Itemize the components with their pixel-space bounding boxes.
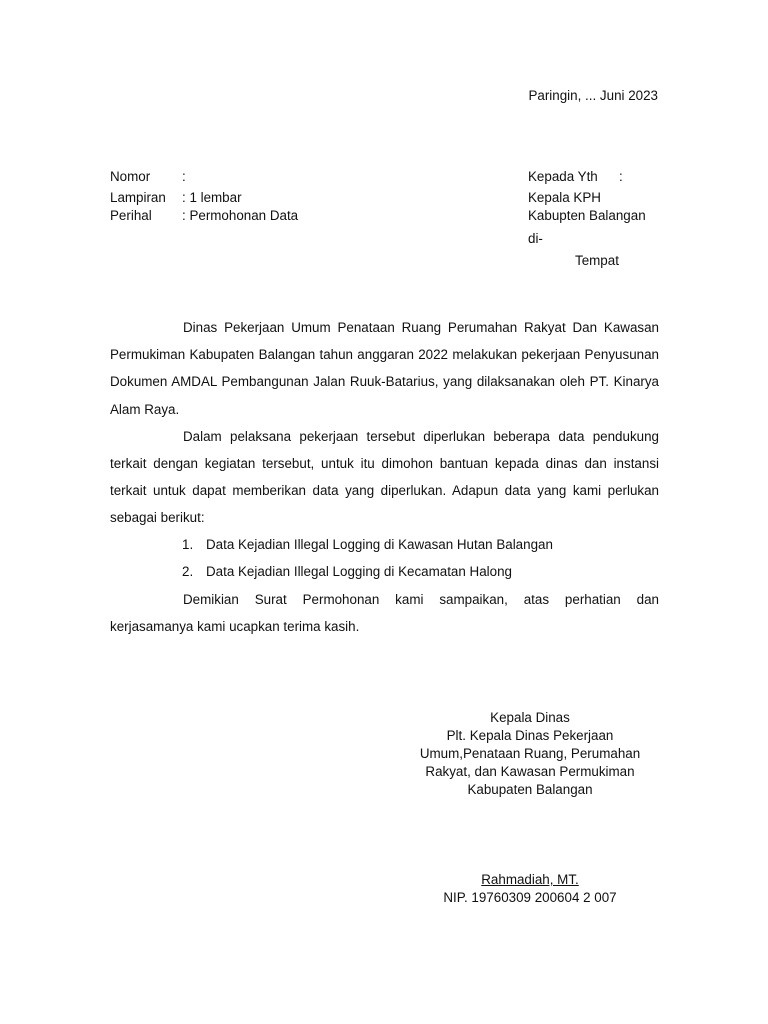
recipient-line-1: Kepala KPH bbox=[528, 190, 601, 205]
letter-closing bbox=[110, 586, 659, 640]
signatory-nip: NIP. 19760309 200604 2 007 bbox=[443, 890, 617, 905]
perihal-value: : Permohonan Data bbox=[182, 208, 299, 223]
place-date: Paringin, ... Juni 2023 bbox=[528, 88, 658, 103]
perihal-label: Perihal bbox=[110, 208, 152, 223]
signature-title-1: Kepala Dinas bbox=[490, 710, 570, 725]
nomor-value: : bbox=[182, 169, 186, 184]
signature-title-2: Plt. Kepala Dinas Pekerjaan bbox=[446, 728, 614, 743]
signature-title-4: Rakyat, dan Kawasan Permukiman bbox=[425, 764, 635, 779]
signature-title-3: Umum,Penataan Ruang, Perumahan bbox=[419, 746, 641, 761]
letter-body bbox=[110, 314, 659, 532]
nomor-label: Nomor bbox=[110, 169, 151, 184]
list-item-2-text: Data Kejadian Illegal Logging di Kecamatan Halong bbox=[206, 564, 512, 579]
lampiran-label: Lampiran bbox=[110, 190, 166, 205]
signatory-name-wrap bbox=[380, 872, 680, 887]
kepada-label: Kepada Yth bbox=[528, 169, 598, 184]
lampiran-value: : 1 lembar bbox=[182, 190, 242, 205]
body-paragraph-3: Demikian Surat Permohonan kami sampaikan, atas perhatian dan kerjasamanya kami ucapkan terima kasih. bbox=[110, 592, 659, 635]
kepada-colon: : bbox=[619, 169, 623, 184]
recipient-line-2: Kabupten Balangan bbox=[528, 208, 646, 223]
body-paragraph-2: Dalam pelaksana pekerjaan tersebut diperlukan beberapa data pendukung terkait dengan kegiatan tersebut, untuk itu dimohon bantuan kepada dinas dan instansi terkait untuk dapat memberikan data yang diperlukan. Adapun data yang kami perlukan sebagai berikut: bbox=[110, 428, 659, 526]
signature-title-5: Kabupaten Balangan bbox=[467, 782, 593, 797]
list-item-2-number: 2. bbox=[182, 564, 194, 579]
recipient-line-4: Tempat bbox=[575, 253, 619, 268]
list-item-1-number: 1. bbox=[182, 537, 194, 552]
body-paragraph-1: Dinas Pekerjaan Umum Penataan Ruang Perumahan Rakyat Dan Kawasan Permukiman Kabupaten Balangan tahun anggaran 2022 melakukan pekerjaan Penyusunan Dokumen AMDAL Pembangunan Jalan Ruuk-Batarius, yang dilaksanakan oleh PT. Kinarya Alam Raya. bbox=[110, 320, 659, 417]
list-item-1-text: Data Kejadian Illegal Logging di Kawasan Hutan Balangan bbox=[206, 537, 553, 552]
signatory-name: Rahmadiah, MT. bbox=[481, 872, 579, 887]
recipient-line-3: di- bbox=[528, 231, 543, 246]
